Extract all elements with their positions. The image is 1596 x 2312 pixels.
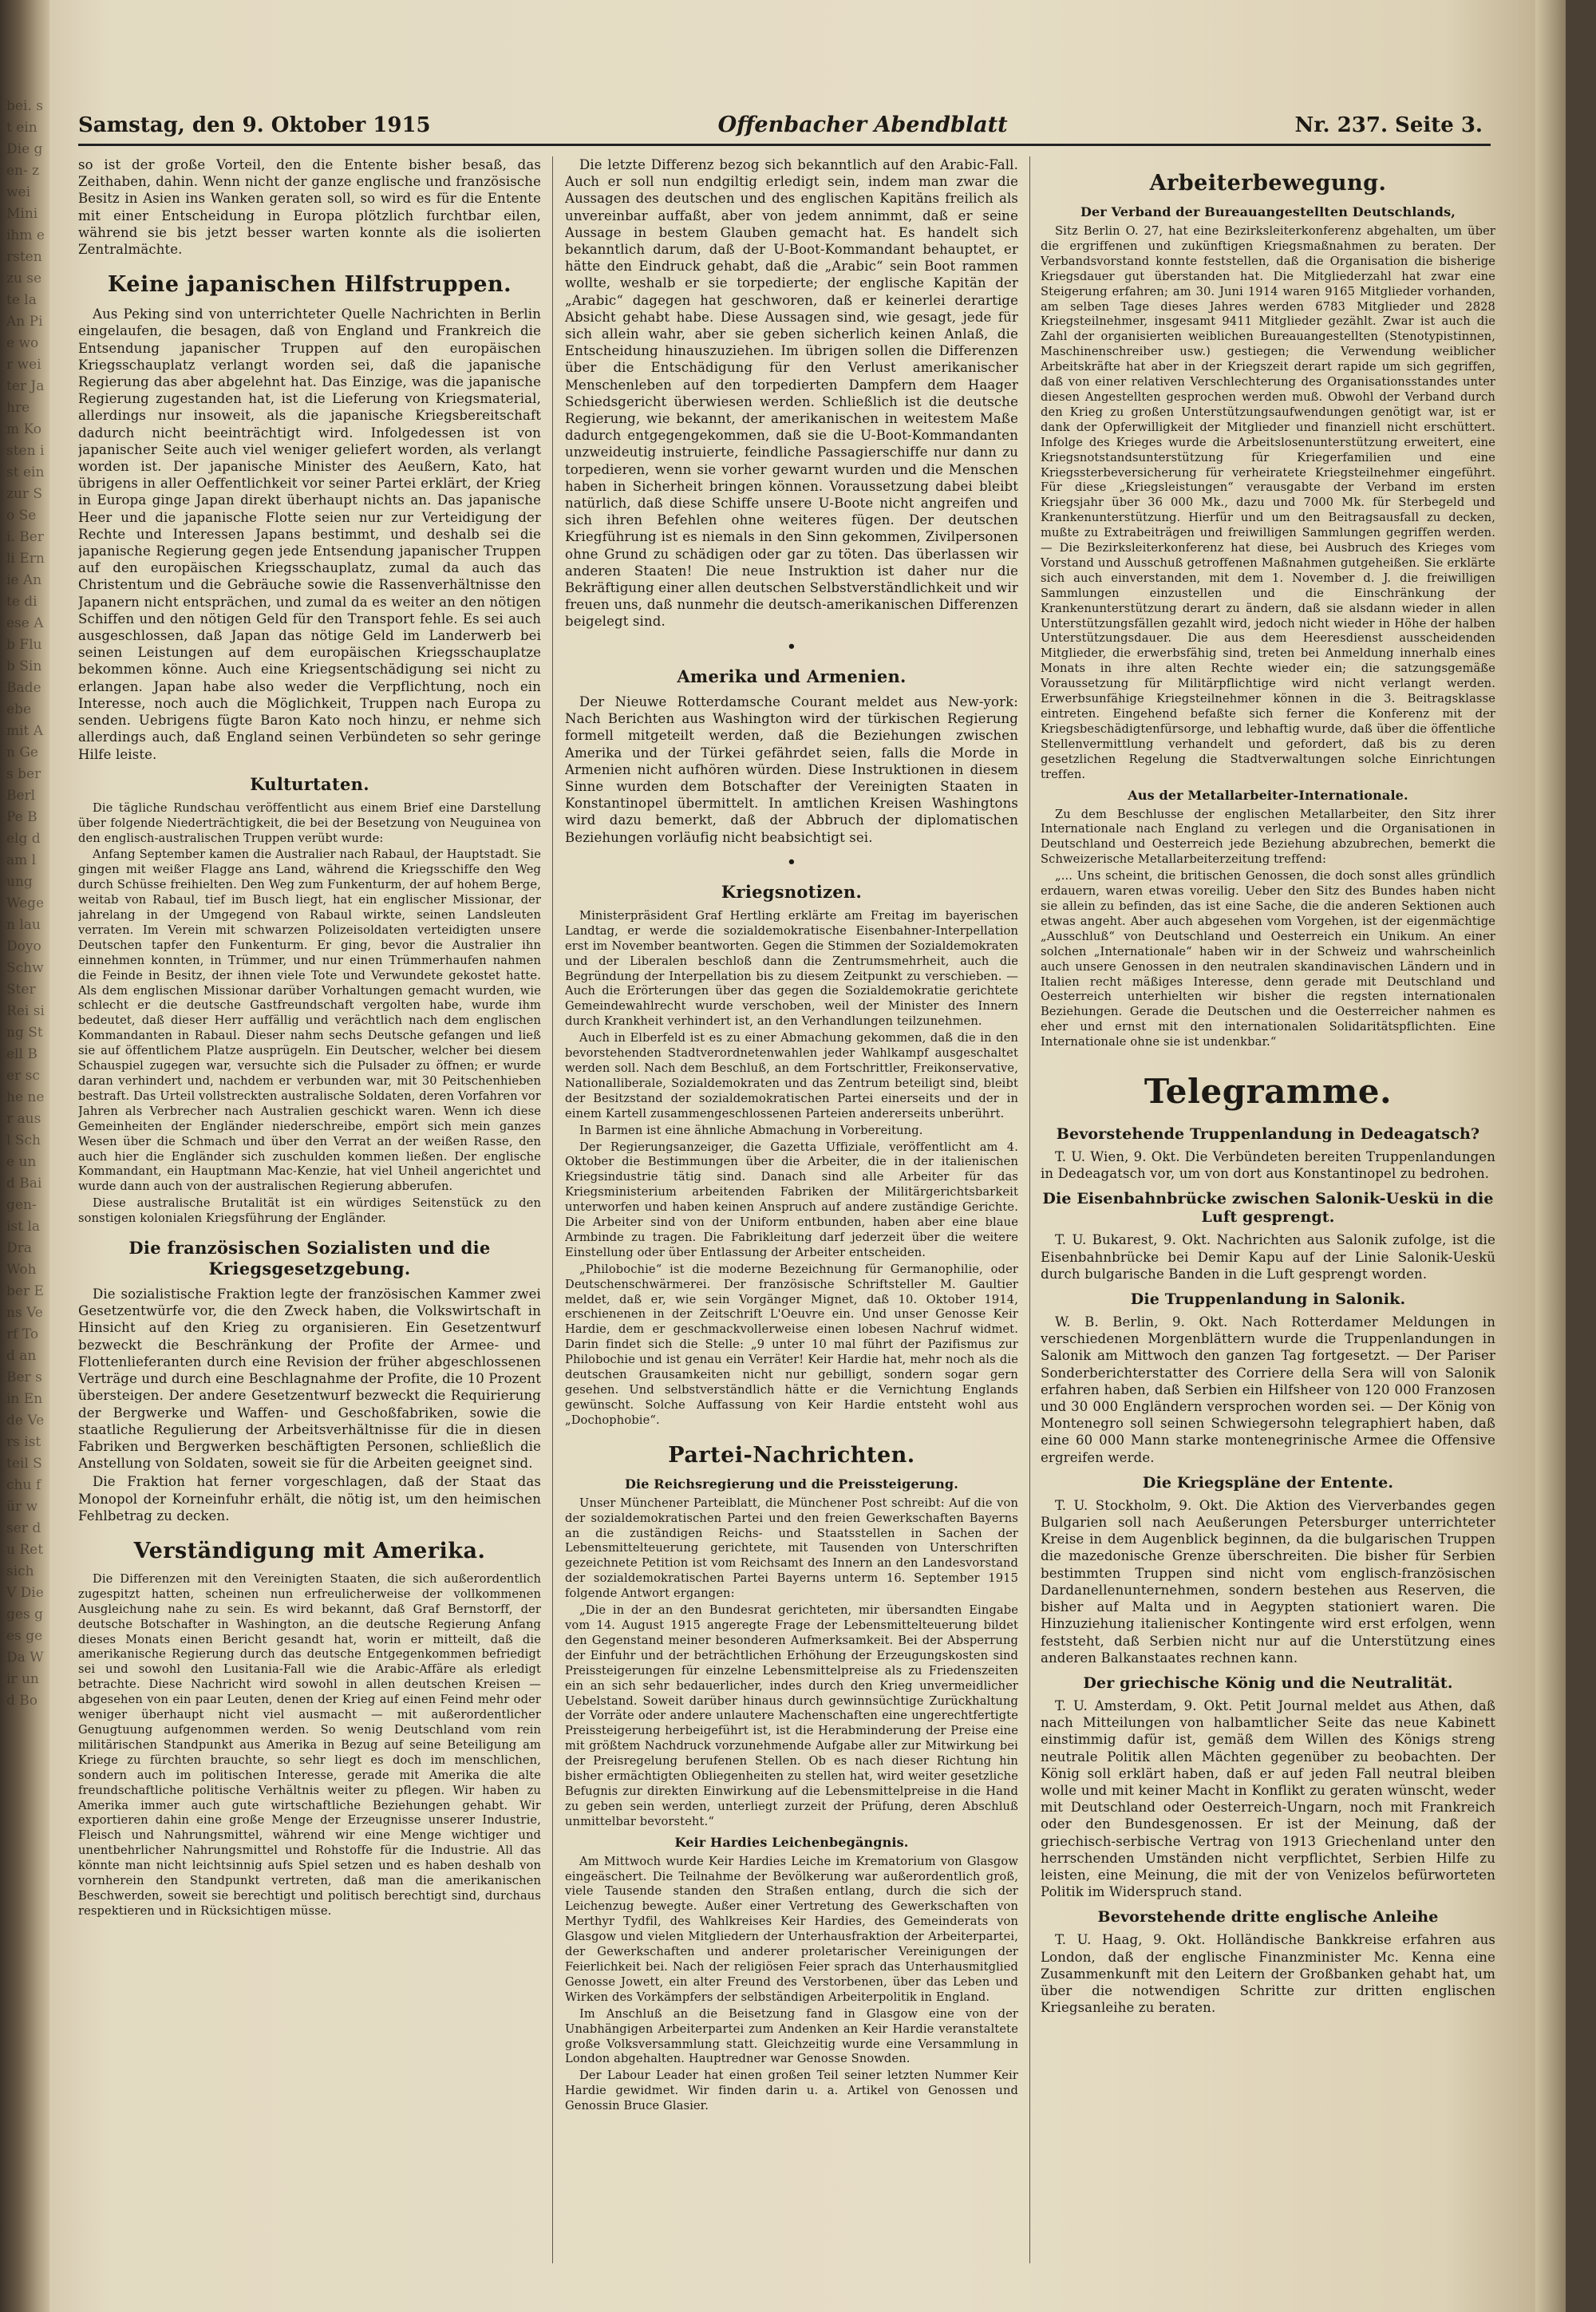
headline-french-socialists: Die französischen Sozialisten und die Kriegsgesetzgebung. — [128, 1238, 491, 1279]
article-paragraph: Unser Münchener Parteiblatt, die Münchener Post schreibt: Auf die von der sozialdemokratischen Partei und den freien Gewerkschaften Bayerns an die zuständigen Reichs- und Staatsstellen in Sachen der Lebensmittelteuerung gerichtete, mit Tausenden von Unterschriften gezeichnete Petition ist vom Reichsamt des Innern an den Landesvorstand der sozialdemokratischen Partei Bayerns unterm 16. September 1915 folgende Antwort ergangen: — [565, 1496, 1018, 1601]
issue-date: Samstag, den 9. Oktober 1915 — [78, 113, 431, 137]
page-edge-shadow — [1535, 0, 1566, 2312]
telegram-headline: Bevorstehende Truppenlandung in Dedeagatsch? — [1056, 1125, 1480, 1144]
column-2 — [565, 156, 1018, 2263]
telegram-headline: Der griechische König und die Neutralität. — [1083, 1674, 1453, 1692]
column-divider-1 — [552, 156, 553, 2263]
telegram-text: T. U. Amsterdam, 9. Okt. Petit Journal meldet aus Athen, daß nach Mitteilungen von halbamtlicher Seite das neue Kabinett einstimmig dafür ist, gemäß dem Willen des Königs streng neutrale Politik allen Mächten gegenüber zu beobachten. Der König soll erklärt haben, daß er auf jeden Fall neutral bleiben wolle und mit keiner Macht in Konflikt zu geraten wünscht, weder mit Deutschland oder Oesterreich-Ungarn, noch mit Frankreich oder den Bundesgenossen. Er ist der Meinung, daß der griechisch-serbische Vertrag von 1913 Griechenland unter den herrschenden Umständen nicht verpflichtet, Serbien Hilfe zu leisten, eine Meinung, die mit der von Venizelos befürworteten Politik im Widerspruch stand. — [1041, 1697, 1495, 1900]
section-separator: • — [787, 638, 796, 655]
telegram-text: T. U. Wien, 9. Okt. Die Verbündeten bereiten Truppenlandungen in Dedeagatsch vor, um von dort aus Konstantinopel zu bedrohen. — [1041, 1149, 1495, 1182]
article-paragraph: „... Uns scheint, die britischen Genossen, die doch sonst alles gründlich erdauern, waren etwas voreilig. Ueber den Sitz des Bundes haben nicht sie allein zu befinden, das ist eine Sache, die die anderen Sektionen auch etwas angeht. Aber auch abgesehen vom Vorgehen, ist der eigenmächtige „Ausschluß“ von Deutschland und Oesterreich ein Unikum. An einer solchen „Internationale“ haben wir in der Schweiz und wahrscheinlich auch unsere Genossen in den neutralen skandinavischen Ländern und in Italien recht mäßiges Interesse, denn gerade mit Deutschland und Oesterreich unterhielten wir bisher die regsten internationalen Beziehungen. Gerade die Deutschen und die Oesterreicher nahmen es eher und ernst mit den internationalen Solidaritätspflichten. Eine Internationale ohne sie ist undenkbar.“ — [1041, 869, 1495, 1049]
column-3 — [1041, 156, 1495, 2263]
article-paragraph: Der Labour Leader hat einen großen Teil seiner letzten Nummer Keir Hardie gewidmet. Wir finden darin u. a. Artikel von Genossen und Genossin Bruce Glasier. — [565, 2069, 1018, 2113]
article-paragraph: „Philobochie“ ist die moderne Bezeichnung für Germanophilie, oder Deutschenschwärmerei. Der französische Schriftsteller M. Gaultier meldet, daß er, wie sein Vorgänger Mignet, daß 10. Oktober 1914, erschienenen in der Zeitschrift L'Oeuvre ein. Und unser Genosse Keir Hardie, dem er geschmackvollerweise einen lobesen Nachruf widmet. Darin findet sich die Stelle: „9 unter 10 mal führt der Pazifismus zur Philobochie und ist genau ein Verräter! Keir Hardie hat, mehr noch als die deutschen Grausamkeiten nicht nur gebilligt, sondern sogar gern gesehen. Und selbstverständlich hätte er die Vernichtung Englands gewünscht. Solche Auffassung von Keir Hardie entsteht wohl aus „Dochophobie“. — [565, 1262, 1018, 1427]
headline-america-understanding: Verständigung mit Amerika. — [133, 1538, 486, 1563]
subheadline: Keir Hardies Leichenbegängnis. — [674, 1834, 909, 1850]
section-separator: • — [787, 853, 796, 871]
book-binding-spine — [0, 0, 49, 2312]
article-paragraph: Die Differenzen mit den Vereinigten Staaten, die sich außerordentlich zugespitzt hatten, scheinen nun erfreulicherweise der vollkommenen Ausgleichung nahe zu sein. Es wird bekannt, daß Graf Bernstorff, der deutsche Botschafter in Washington, an die deutsche Regierung Anfang dieses Monats einen Bericht gesandt hat, worin er mitteilt, daß die amerikanische Regierung durch das deutsche Entgegenkommen befriedigt sei und sowohl den Lusitania-Fall wie die Arabic-Affäre als erledigt betrachte. Diese Nachricht wird sowohl in allen deutschen Kreisen — abgesehen von ein paar Leuten, denen der Krieg auf einen Feind mehr oder weniger überhaupt nicht viel ausmacht — mit außerordentlicher Genugtuung aufgenommen werden. So wenig Deutschland vom rein militärischen Standpunkt aus Amerika in Bezug auf seine Beteiligung am Kriege zu fürchten brauchte, so sehr liegt es doch im menschlichen, sondern auch im politischen Interesse, gerade mit Amerika die alte freundschaftliche politische Verhältnis weiter zu pflegen. Wir haben zu Amerika immer auch gute wirtschaftliche Beziehungen gehabt. Wir exportieren dahin eine große Menge der Erzeugnisse unserer Industrie, Fleisch und Nahrungsmittel, während wir eine Menge wichtiger und unentbehrlicher Nahrungsmittel und Rohstoffe für die Industrie. All das könnte man nicht leichtsinnig aufs Spiel setzen und es haben deshalb von vornherein den Standpunkt vertreten, daß man die amerikanischen Beschwerden, soweit sie berechtigt und politisch berechtigt sind, durchaus respektieren und in Rücksichtigen müsse. — [78, 1571, 541, 1918]
article-paragraph: Aus Peking sind von unterrichteter Quelle Nachrichten in Berlin eingelaufen, die besagen, daß von England und Frankreich die Entsendung japanischer Truppen auf den europäischen Kriegsschauplatz verlangt worden sei, daß die japanische Regierung das aber abgelehnt hat. Das Einzige, was die japanische Regierung zugestanden hat, ist die Lieferung von Kriegsmaterial, allerdings nur insoweit, als die japanische Kriegsbereitschaft dadurch nicht beeinträchtigt wird. Infolgedessen ist von japanischer Seite auch viel weniger geliefert worden, als verlangt worden ist. Der japanische Minister des Aeußern, Kato, hat übrigens in aller Oeffentlichkeit vor seiner Partei erklärt, der Krieg in Europa ginge Japan direkt überhaupt nichts an. Das japanische Heer und die japanische Flotte seien nur zur Verteidigung der Rechte und Interessen Japans bestimmt, und deshalb sei die japanische Regierung gegen jede Entsendung japanischer Truppen auf den europäischen Kriegsschauplatz, zumal da auch das Christentum und die Gebräuche sowie die Rassenverhältnisse den Japanern nicht entsprächen, und zumal da es weiter an den nötigen Schiffen und den nötigen Geld für den Transport fehle. Es sei auch ausgeschlossen, daß Japan das nötige Geld im Landerwerb bei seinen Leistungen auf dem europäischen Kriegsschauplatze bekommen könne. Auch eine Kriegsentschädigung sei nicht zu erlangen. Japan habe also weder die Verpflichtung, noch ein Interesse, noch auch die Möglichkeit, Truppen nach Europa zu senden. Uebrigens fügte Baron Kato noch hinzu, er nehme sich allerdings auch, daß England seinen Verbündeten so sehr geringe Hilfe leiste. — [78, 306, 541, 762]
headline-party-news: Partei-Nachrichten. — [668, 1442, 915, 1468]
article-paragraph: Die Fraktion hat ferner vorgeschlagen, daß der Staat das Monopol der Korneinfuhr erhält, die nötig ist, um den heimischen Fehlbetrag zu decken. — [78, 1474, 541, 1524]
article-paragraph: Am Mittwoch wurde Keir Hardies Leiche im Krematorium von Glasgow eingeäschert. Die Teilnahme der Bevölkerung war außerordentlich groß, viele Tausende standen den Straßen entlang, durch die sich der Leichenzug bewegte. Außer einer Vertretung des Gewerkschaften von Merthyr Tydfil, des Wahlkreises Keir Hardies, des Gemeinderats von Glasgow und vielen Mitgliedern der Unterhausfraktion der Arbeiterpartei, der Gewerkschaften und anderer proletarischer Vereinigungen der Feierlichkeit bei. Nach der religiösen Feier sprach das Unterhausmitglied Genosse Jowett, ein alter Freund des Verstorbenen, über das Leben und Wirken des Vorkämpfers der selbständigen Arbeiterpolitik in England. — [565, 1854, 1018, 2004]
article-paragraph: Im Anschluß an die Beisetzung fand in Glasgow eine von der Unabhängigen Arbeiterpartei zum Andenken an Keir Hardie veranstaltete große Volksversammlung statt. Gleichzeitig wurde eine Versammlung in London abgehalten. Hauptredner war Genosse Snowden. — [565, 2006, 1018, 2066]
article-paragraph: In Barmen ist eine ähnliche Abmachung in Vorbereitung. — [579, 1123, 923, 1137]
article-paragraph: „Die in der an den Bundesrat gerichteten, mir übersandten Eingabe vom 14. August 1915 angeregte Frage der Lebensmittelteuerung bildet den Gegenstand meiner besonderen Aufmerksamkeit. Bei der Absperrung der Einfuhr und der beträchtlichen Erhöhung der Erzeugungskosten sind Preissteigerungen für einzelne Lebensmittelpreise als zu Friedenszeiten ein an sich sehr bedauerlicher, indes durch den Krieg unvermeidlicher Uebelstand. Soweit darüber hinaus durch gewinnsüchtige Zurückhaltung der Vorräte oder andere unlautere Machenschaften eine ungerechtfertigte Preissteigerung herbeigeführt ist, ist die Herabminderung der Preise eine mit größtem Nachdruck vorzunehmende Aufgabe aller zur Mitwirkung bei der Preisregelung berufenen Stellen. Ob es nach dieser Richtung hin bisher ermächtigten Obliegenheiten zu stellen hat, wird weiter gesetzliche Befugnis zur direkten Einwirkung auf die Lebensmittelpreise in die Hand zu geben sein werden, unterliegt zurzeit der Prüfung, deren Abschluß unmittelbar bevorsteht.“ — [565, 1603, 1018, 1828]
headline-labour-movement: Arbeiterbewegung. — [1149, 171, 1387, 196]
telegram-headline: Die Eisenbahnbrücke zwischen Salonik-Ueskü in die Luft gesprengt. — [1042, 1190, 1494, 1227]
adjacent-page-fragment: bei. st ein Die gen- zwei Mini ihm ersten zu se te la An Pie wor weiter Jahre m Kosten ist ein zur So Sei. Berli Ernie Ante diese Ab Flub Sin Bade ebe mit An Ges ber Berl Pe Belg dam lung Wegen lau Doyo Schw Ster Rei sing Stell Ber sche ner ausl Sche und Bai gen- ist la Dra Woh ber Ens Verf Tod an Ber sin Ende Vers ist teil Schu für w ser du Ret sich V Die ges ges ge Da Wir und Bo — [6, 98, 45, 1709]
telegram-headline: Bevorstehende dritte englische Anleihe — [1097, 1908, 1439, 1927]
telegram-headline: Die Truppenlandung in Salonik. — [1130, 1290, 1406, 1309]
article-paragraph: Die sozialistische Fraktion legte der französischen Kammer zwei Gesetzentwürfe vor, die den Zweck haben, die Volkswirtschaft in Hinsicht auf den Krieg zu organisieren. Ein Gesetzentwurf bezweckt die Beschränkung der Profite der Armee- und Flottenlieferanten durch eine Revision der früher abgeschlossenen Verträge und durch eine Beschlagnahme der Profite, die 10 Prozent übersteigen. Der andere Gesetzentwurf bezweckt die Requirierung der Bergwerke und Waffen- und Geschoßfabriken, sowie die staatliche Regulierung der Arbeitsverhältnisse für die in diesen Fabriken und Bergwerken beschäftigten Personen, schließlich die Anstellung von Soldaten, soweit sie für die Arbeiten geeignet sind. — [78, 1286, 541, 1472]
issue-page-number: Nr. 237. Seite 3. — [1294, 113, 1483, 137]
article-paragraph: Die tägliche Rundschau veröffentlicht aus einem Brief eine Darstellung über folgende Niederträchtigkeit, die bei der Besetzung von Neuguinea von den englisch-australischen Truppen verübt wurde: — [78, 800, 541, 845]
telegram-text: T. U. Haag, 9. Okt. Holländische Bankkreise erfahren aus London, daß der englische Finanzminister Mc. Kenna eine Zusammenkunft mit den Leitern der Großbanken gehabt hat, um über die notwendigen Schritte zur dritten englischen Kriegsanleihe zu beraten. — [1041, 1932, 1495, 2016]
article-paragraph: Diese australische Brutalität ist ein würdiges Seitenstück zu den sonstigen kolonialen Kriegsführung der Engländer. — [78, 1196, 541, 1226]
telegram-text: T. U. Bukarest, 9. Okt. Nachrichten aus Salonik zufolge, ist die Eisenbahnbrücke bei Demir Kapu auf der Linie Salonik-Ueskü durch bulgarische Banden in die Luft gesprengt worden. — [1041, 1232, 1495, 1282]
page-header — [78, 101, 1483, 137]
lead-in-paragraph: so ist der große Vorteil, den die Entente bisher besaß, das Zeithaben, dahin. Wenn nicht der ganze englische und französische Besitz in Asien ins Wanken geraten soll, so wird es für die Entente mit einer Entscheidung in Europa plötzlich furchtbar eilen, während sie bis jetzt besser warten konnte als die isolierten Zentralmächte. — [78, 157, 541, 258]
subheadline: Die Reichsregierung und die Preissteigerung. — [625, 1476, 958, 1492]
headline-japanese-troops: Keine japanischen Hilfstruppen. — [107, 272, 512, 298]
header-rule — [78, 144, 1491, 146]
headline-war-notes: Kriegsnotizen. — [721, 881, 863, 902]
article-paragraph: Ministerpräsident Graf Hertling erklärte am Freitag im bayerischen Landtag, er werde die sozialdemokratische Eisenbahner-Interpellation erst im November beantworten. Gegen die Stimmen der Sozialdemokraten und der Liberalen beschloß dann die Zentrumsmehrheit, auch die Begründung der Interpellation bis zu diesem Zeitpunkt zu verschieben. — Auch die Erörterungen über das gegen die Sozialdemokratie gerichtete Gemeindewahlrecht wurde verschoben, weil der Minister des Innern durch Krankheit verhindert ist, an den Verhandlungen teilzunehmen. — [565, 908, 1018, 1029]
article-paragraph: Der Nieuwe Rotterdamsche Courant meldet aus New-york: Nach Berichten aus Washington wird der türkischen Regierung formell mitgeteilt werden, daß die Beziehungen zwischen Amerika und der Türkei gefährdet seien, falls die Morde in Armenien nicht aufhören würden. Diese Instruktionen in diesem Sinne wurden dem Botschafter der Vereinigten Staaten in Konstantinopel übermittelt. In amtlichen Kreisen Washingtons wird dazu bemerkt, daß der Abbruch der diplomatischen Beziehungen vorläufig nicht beabsichtigt sei. — [565, 694, 1018, 845]
article-paragraph: Sitz Berlin O. 27, hat eine Bezirksleiterkonferenz abgehalten, um über die ergriffenen und zukünftigen Kriegsmaßnahmen zu beraten. Der Verbandsvorstand konnte feststellen, daß die Organisation die bisherige Kriegsdauer gut überstanden hat. Die Mitgliederzahl hat zwar eine Steigerung erfahren; am 30. Juni 1914 waren 9165 Mitglieder vorhanden, am selben Tage dieses Jahres werden 6783 Mitglieder und 2828 Kriegsteilnehmer, insgesamt 9411 Mitglieder gezählt. Zwar ist auch die Zahl der organisierten weiblichen Bureauangestellten (Stenotypistinnen, Maschinenschreiber usw.) gestiegen; die Verwendung weiblicher Arbeitskräfte hat aber in der Kriegszeit derart rapide um sich gegriffen, daß von einer relativen Verschlechterung des Organisationsstandes unter diesen Angestellten gesprochen werden muß. Obwohl der Verband durch den Krieg zu großen Unterstützungsaufwendungen genötigt war, ist er dank der Opferwilligkeit der Mitglieder und finanziell nicht erschüttert. Infolge des Krieges wurde die Arbeitslosenunterstützung erweitert, eine Kriegsnotstandsunterstützung für Kriegerfamilien und eine Kriegssterbeversicherung für verheiratete Kriegsteilnehmer eingeführt. Für diese „Kriegsleistungen“ verausgabte der Verband im ersten Kriegsjahr über 36 000 Mk., dazu und 7000 Mk. für Sterbegeld und Krankenunterstützung. Hierfür und um den Beitragsausfall zu decken, mußte zu Extrabeiträgen und freiwilligen Sammlungen gegriffen werden. — Die Bezirksleiterkonferenz hat diese, bei Ausbruch des Krieges vom Vorstand und Ausschuß getroffenen Maßnahmen gutgeheißen. Sie erklärte sich auch einverstanden, mit dem 1. November d. J. die freiwilligen Sammlungen einzustellen und die Einschränkung der Krankenunterstützung derart zu ändern, daß sie alsdann wieder in allen Unterstützungsfällen gezahlt wird, jedoch nicht wieder in Höhe der halben Unterstützungsdauer. Die aus dem Heeresdienst ausscheidenden Mitglieder, die erwerbsfähig sind, treten bei Anmeldung innerhalb eines Monats in ihre alten Rechte wieder ein; die satzungsgemäße Voraussetzung für Militärpflichtige wird nicht verlangt werden. Erwerbsunfähige Kriegsteilnehmer können in die 3. Beitragsklasse eintreten. Eingehend befaßte sich ferner die Konferenz mit der Kriegsbeschädigtenfürsorge, und lebhaftig wurde, daß über die öffentliche Stellenvermittlung verhandelt und gefordert, daß bis zu deren gesetzlichen Regelung die Stadtverwaltungen solche Einrichtungen treffen. — [1041, 224, 1495, 781]
column-1 — [78, 156, 541, 2263]
telegram-headline: Die Kriegspläne der Entente. — [1142, 1473, 1394, 1492]
headline-telegrams: Telegramme. — [1144, 1072, 1393, 1112]
telegram-text: T. U. Stockholm, 9. Okt. Die Aktion des Vierverbandes gegen Bulgarien soll nach Aeußerungen Petersburger unterrichteter Kreise in dem Augenblick beginnen, da die bulgarischen Truppen die mazedonische Grenze überschreiten. Die bisher für Serbien bestimmten Truppen sind nicht vom englisch-französischen Dardanellenunternehmen, sondern bestehen aus Reserven, die bisher auf Malta und in Aegypten stationiert waren. Die Hinzuziehung italienischer Kontingente wird erst erfolgen, wenn feststeht, daß Serbien nicht nur auf die Unterstützung eines anderen Balkanstaates rechnen kann. — [1041, 1497, 1495, 1666]
headline-america-armenia: Amerika und Armenien. — [677, 666, 907, 686]
article-paragraph: Anfang September kamen die Australier nach Rabaul, der Hauptstadt. Sie gingen mit weißer Flagge ans Land, während die Kriegsschiffe den Weg durch Schüsse freihielten. Den Weg zum Funkenturm, der auf hohem Berge, weitab von Rabaul, tief im Busch liegt, hat ein englischer Missionar, der jahrelang in der Umgegend von Rabaul wirkte, seinen Landsleuten verraten. Im Verein mit schwarzen Polizeisoldaten verteidigten unsere Deutschen tapfer den Funkenturm. Er ging, bevor die Australier ihn einnehmen konnten, in Trümmer, und nur einen Trümmerhaufen nahmen die Feinde in Besitz, der ihnen viele Tote und Verwundete gekostet hatte. Als dem englischen Missionar darüber Vorhaltungen gemacht wurden, wie schlecht er die deutsche Gastfreundschaft vergolten habe, wurde ihm bedeutet, daß dieser Herr auffällig und verächtlich nach dem englischen Kommandanten in Rabaul. Dieser nahm sechs Deutsche gefangen und ließ sie auf öffentlichem Platze ausprügeln. Ein Deutscher, welcher bei diesem Schauspiel zugegen war, versuchte sich die Pulsader zu öffnen; er wurde daran verhindert und, nachdem er verbunden war, mit 30 Peitschenhieben bestraft. Das Urteil vollstreckten australische Soldaten, deren Vorfahren vor Jahren als Verbrecher nach Australien geschickt waren. Wenn ich diese Gemeinheiten der Engländer niederschreibe, empört sich mein ganzes Wesen über die Schmach und über den Verrat an der weißen Rasse, den auch hier die Engländer sich zuschulden kommen ließen. Der englische Kommandant, ein Hauptmann Mac-Kenzie, hat viel Unheil angerichtet und wurde dann auch von der australischen Regierung abberufen. — [78, 848, 541, 1194]
subheadline: Der Verband der Bureauangestellten Deutschlands, — [1080, 204, 1456, 219]
telegram-text: W. B. Berlin, 9. Okt. Nach Rotterdamer Meldungen in verschiedenen Morgenblättern wurde die Truppenlandungen in Salonik am Mittwoch den ganzen Tag fortgesetzt. — Der Pariser Sonderberichterstatter des Corriere della Sera will von Salonik erfahren haben, daß Serbien ein Hilfsheer von 120 000 Franzosen und 30 000 Engländern versprochen worden sei. — Der König von Montenegro soll seinen Schwiegersohn telegraphiert haben, daß eine 60 000 Mann starke montenegrinische Armee die Offensive ergreifen werde. — [1041, 1314, 1495, 1465]
column-divider-2 — [1029, 156, 1030, 2263]
article-paragraph: Die letzte Differenz bezog sich bekanntlich auf den Arabic-Fall. Auch er soll nun endgiltig erledigt sein, indem man zwar die Aussagen des deutschen und des englischen Kapitäns freilich als unvereinbar auffaßt, aber von jedem annimmt, daß er seine Aussage in bestem Glauben gemacht hat. Es handelt sich bekanntlich darum, daß der U-Boot-Kommandant behauptet, er hätte den Eindruck gehabt, daß die „Arabic“ sein Boot rammen wollte, weshalb er sie torpedierte; der englische Kapitän der „Arabic“ dagegen hat geschworen, daß er keinerlei derartige Absicht gehabt habe. Diese Aussagen sind, wie gesagt, jede für sich allein wahr, aber sie geben sicherlich keinen Anlaß, die Entscheidung hinauszuziehen. Im übrigen sollen die Differenzen über die Entschädigung für den Verlust amerikanischer Menschenleben auf den torpedierten Dampfern dem Haager Schiedsgericht überwiesen werden. Schließlich ist die deutsche Regierung, wie bekannt, der amerikanischen in weitestem Maße dadurch entgegengekommen, daß sie die U-Boot-Kommandanten unzweideutig instruierte, feindliche Passagierschiffe nur dann zu torpedieren, wenn sie vorher gewarnt wurden und die Menschen haben in Sicherheit bringen können. Voraussetzung dabei bleibt natürlich, daß diese Schiffe unsere U-Boote nicht angreifen und sich ihren Befehlen ohne weiteres fügen. Der deutschen Kriegführung ist es niemals in den Sinn gekommen, Zivilpersonen ohne Grund zu schädigen oder gar zu töten. Das überlassen wir anderen Staaten! Die neue Instruktion ist daher nur die Bekräftigung einer allen deutschen Selbstverständlichkeit und wir freuen uns, daß nunmehr die deutsch-amerikanischen Differenzen beigelegt sind. — [565, 157, 1018, 630]
headline-kulturtaten: Kulturtaten. — [250, 773, 369, 794]
article-paragraph: Zu dem Beschlusse der englischen Metallarbeiter, den Sitz ihrer Internationale nach England zu verlegen und die Organisationen in Deutschland und Oesterreich jede Beziehung abzubrechen, bemerkt die Schweizerische Metallarbeiterzeitung treffend: — [1041, 807, 1495, 867]
newspaper-title: Offenbacher Abendblatt — [717, 113, 1008, 137]
newspaper-page — [49, 0, 1566, 2312]
subheadline: Aus der Metallarbeiter-Internationale. — [1128, 787, 1408, 803]
article-paragraph: Auch in Elberfeld ist es zu einer Abmachung gekommen, daß die in den bevorstehenden Stadtverordnetenwahlen jeder Wahlkampf ausgeschaltet werden soll. Nach dem Beschluß, an dem Fortschrittler, Freikonservative, Nationalliberale, Sozialdemokraten und das Zentrum beteiligt sind, bleibt der Besitzstand der sozialdemokratischen Partei einerseits und der in einem Kartell zusammengeschlossenen Parteien andererseits unberührt. — [565, 1031, 1018, 1120]
article-paragraph: Der Regierungsanzeiger, die Gazetta Uffiziale, veröffentlicht am 4. Oktober die Bestimmungen über die Arbeiter, die in der italienischen Kriegsindustrie tätig sind. Danach sind alle Arbeiter für das Kriegsministerium arbeitenden Fabriken der Militärgerichtsbarkeit unterworfen und haben keinen Anspruch auf andere zuständige Gerichte. Die Arbeiter sind von der Uniform entbunden, haben aber eine blaue Armbinde zu tragen. Die Fabrikleitung darf jederzeit über die weitere Einstellung oder über Entlassung der Arbeiter entscheiden. — [565, 1140, 1018, 1259]
